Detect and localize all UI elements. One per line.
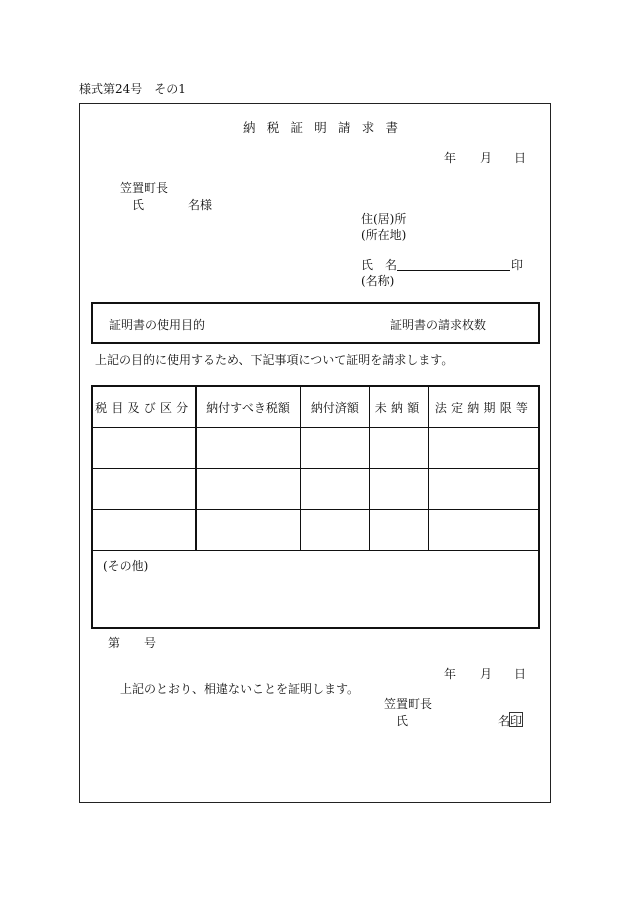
cell-tax-due[interactable] — [196, 428, 301, 469]
table-row — [92, 428, 539, 469]
cert-name-suffix: 名 — [498, 714, 511, 728]
cell-due-date[interactable] — [428, 469, 539, 510]
purpose-label: 証明書の使用目的 — [109, 318, 206, 332]
cell-tax-due[interactable] — [196, 469, 301, 510]
cert-office: 笠置町長 — [384, 697, 433, 711]
addressee-office: 笠置町長 — [120, 181, 169, 195]
table-row — [92, 469, 539, 510]
table-other-row — [92, 551, 539, 629]
cert-date-month: 月 — [480, 667, 493, 681]
cell-due-date[interactable] — [428, 510, 539, 551]
header-due-date: 法定納期限等 — [428, 386, 539, 428]
table-header-row — [92, 386, 539, 428]
cert-number-prefix: 第 — [108, 636, 121, 650]
applicant-seal: 印 — [511, 258, 524, 272]
applicant-name-label: 氏 名 — [361, 258, 398, 272]
table-row — [92, 510, 539, 551]
cell-tax-paid[interactable] — [300, 428, 370, 469]
tax-table — [91, 385, 540, 629]
cert-date-day: 日 — [514, 667, 527, 681]
cell-tax-item[interactable] — [92, 469, 196, 510]
cert-seal: 印 — [510, 714, 523, 728]
applicant-name-alt: (名称) — [361, 274, 395, 288]
header-tax-item: 税目及び区分 — [92, 386, 196, 428]
cell-tax-unpaid[interactable] — [370, 469, 429, 510]
cell-tax-unpaid[interactable] — [370, 428, 429, 469]
cert-date-year: 年 — [444, 667, 457, 681]
cell-tax-paid[interactable] — [300, 469, 370, 510]
other-label: (その他) — [103, 559, 149, 573]
cell-due-date[interactable] — [428, 428, 539, 469]
cell-other[interactable] — [92, 551, 539, 629]
date-day: 日 — [514, 151, 527, 165]
form-title: 納税証明請求書 — [243, 120, 410, 135]
cell-tax-due[interactable] — [196, 510, 301, 551]
applicant-address-alt: (所在地) — [361, 228, 407, 242]
header-tax-due: 納付すべき税額 — [196, 386, 301, 428]
addressee-name-prefix: 氏 — [132, 198, 145, 212]
request-statement: 上記の目的に使用するため、下記事項について証明を請求します。 — [95, 353, 454, 367]
signature-line[interactable] — [397, 270, 510, 271]
addressee-name-suffix: 名様 — [188, 198, 213, 212]
cell-tax-paid[interactable] — [300, 510, 370, 551]
cert-number-suffix: 号 — [144, 636, 157, 650]
header-tax-paid: 納付済額 — [300, 386, 370, 428]
purpose-box[interactable] — [91, 302, 540, 344]
applicant-address-label: 住(居)所 — [361, 212, 407, 226]
form-number: 様式第24号 その1 — [79, 82, 186, 96]
copies-label: 証明書の請求枚数 — [390, 318, 487, 332]
header-tax-unpaid: 未納額 — [370, 386, 429, 428]
cell-tax-item[interactable] — [92, 510, 196, 551]
date-year: 年 — [444, 151, 457, 165]
date-month: 月 — [480, 151, 493, 165]
cell-tax-unpaid[interactable] — [370, 510, 429, 551]
cell-tax-item[interactable] — [92, 428, 196, 469]
cert-name-prefix: 氏 — [396, 714, 409, 728]
cert-statement: 上記のとおり、相違ないことを証明します。 — [120, 682, 360, 696]
